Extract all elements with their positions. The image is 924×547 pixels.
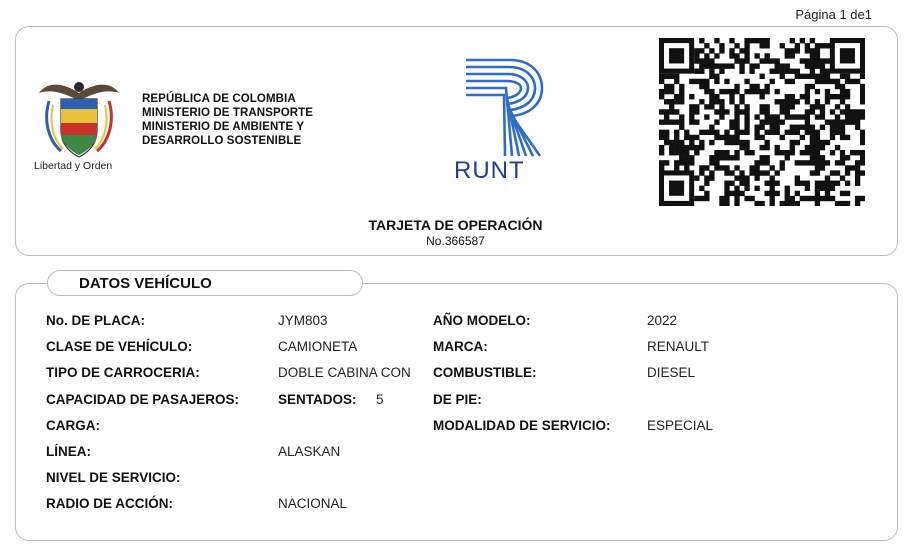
anio-label: AÑO MODELO: xyxy=(433,313,531,328)
qr-finder-pattern xyxy=(659,38,694,74)
radio-label: RADIO DE ACCIÓN: xyxy=(46,496,173,511)
motto: Libertad y Orden xyxy=(34,160,113,172)
combustible-value: DIESEL xyxy=(647,365,696,380)
marca-label: MARCA: xyxy=(433,339,488,354)
modalidad-value: ESPECIAL xyxy=(647,418,714,433)
capacidad-label: CAPACIDAD DE PASAJEROS: xyxy=(46,392,240,407)
marca-value: RENAULT xyxy=(647,339,710,354)
nivel-label: NIVEL DE SERVICIO: xyxy=(46,470,181,485)
combustible-label: COMBUSTIBLE: xyxy=(433,365,537,380)
linea-label: LÍNEA: xyxy=(46,444,91,459)
depie-label: DE PIE: xyxy=(433,392,482,407)
modalidad-label: MODALIDAD DE SERVICIO: xyxy=(433,418,611,433)
runt-brand: RUNT xyxy=(454,157,525,184)
gov-line-3: MINISTERIO DE AMBIENTE Y xyxy=(142,121,305,133)
qr-code xyxy=(659,38,865,206)
clase-value: CAMIONETA xyxy=(278,339,358,354)
clase-label: CLASE DE VEHÍCULO: xyxy=(46,339,193,354)
radio-value: NACIONAL xyxy=(278,496,348,511)
section-tab xyxy=(47,270,363,296)
qr-finder-pattern xyxy=(659,170,694,206)
qr-finder-pattern xyxy=(830,38,865,74)
sentados-value: 5 xyxy=(376,392,384,407)
carroceria-label: TIPO DE CARROCERIA: xyxy=(46,365,200,380)
gov-line-2: MINISTERIO DE TRANSPORTE xyxy=(142,107,314,119)
anio-value: 2022 xyxy=(647,313,678,328)
gov-line-1: REPÚBLICA DE COLOMBIA xyxy=(142,93,296,105)
document-number: No.366587 xyxy=(426,234,485,248)
document-title: TARJETA DE OPERACIÓN xyxy=(368,217,543,233)
placa-label: No. DE PLACA: xyxy=(46,313,145,328)
coat-of-arms-icon xyxy=(31,71,127,171)
page-number: Página 1 de1 xyxy=(795,7,872,22)
government-heading xyxy=(142,92,313,148)
section-title: DATOS VEHÍCULO xyxy=(79,275,212,292)
linea-value: ALASKAN xyxy=(278,444,341,459)
gov-line-4: DESARROLLO SOSTENIBLE xyxy=(142,135,302,147)
carroceria-value: DOBLE CABINA CON xyxy=(278,365,411,380)
sentados-label: SENTADOS: xyxy=(278,392,357,407)
carga-label: CARGA: xyxy=(46,418,100,433)
placa-value: JYM803 xyxy=(278,313,328,328)
